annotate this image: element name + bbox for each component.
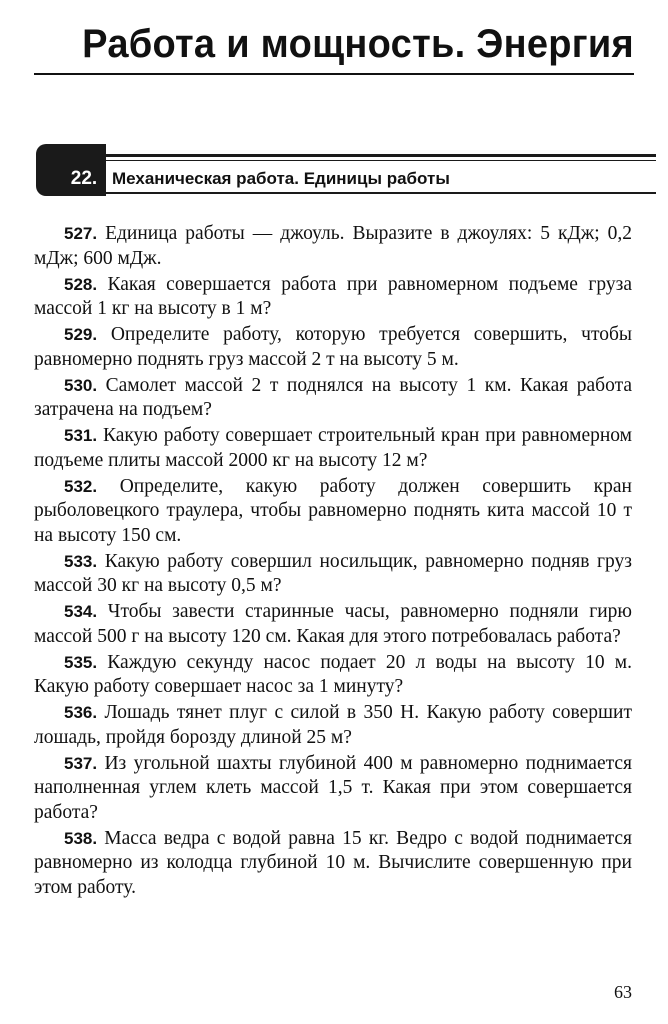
problem-527 [34, 222, 632, 271]
problem-text: Самолет массой 2 т поднялся на высоту 1 км. Какая работа затрачена на подъем? [34, 374, 632, 420]
problem-text: Определите, какую работу должен совершить кран рыболовецкого траулера, чтобы равномерно поднять кита массой 10 т на высоту 150 см. [34, 475, 632, 546]
problem-528 [34, 273, 632, 322]
problem-535 [34, 651, 632, 700]
problem-number: 528. [64, 274, 98, 294]
title-rule [34, 73, 634, 75]
section-rule-top [98, 154, 656, 157]
problem-text: Из угольной шахты глубиной 400 м равномерно поднимается наполненная углем клеть массой 1,5 т. Какая при этом совершается работа? [34, 752, 632, 823]
problem-532 [34, 475, 632, 549]
problem-text: Какая совершается работа при равномерном подъеме груза массой 1 кг на высоту в 1 м? [34, 273, 632, 319]
section-title: Механическая работа. Единицы работы [112, 169, 450, 188]
section-rule-bottom [102, 192, 656, 194]
problem-text: Чтобы завести старинные часы, равномерно подняли гирю массой 500 г на высоту 120 см. Какая для этого потребовалась работа? [34, 601, 632, 647]
problem-text: Какую работу совершил носильщик, равномерно подняв груз массой 30 кг на высоту 0,5 м? [34, 550, 632, 596]
problem-number: 534. [64, 602, 98, 621]
problem-text: Какую работу совершает строительный кран при равномерном подъеме плиты массой 2000 кг на высоту 12 м? [34, 425, 632, 471]
problem-text: Каждую секунду насос подает 20 л воды на высоту 10 м. Какую работу совершает насос за 1 минуту? [34, 651, 632, 697]
problem-number: 536. [64, 703, 98, 722]
problem-number: 533. [64, 551, 98, 571]
problem-text: Лошадь тянет плуг с силой в 350 Н. Какую работу совершит лошадь, пройдя борозду длиной 25 м? [34, 702, 632, 748]
problem-533 [34, 550, 632, 599]
problem-531 [34, 424, 632, 473]
page-title: Работа и мощность. Энергия [82, 22, 635, 66]
page-number: 63 [614, 982, 632, 1002]
problem-529 [34, 323, 632, 372]
section-header [36, 144, 656, 200]
problem-text: Масса ведра с водой равна 15 кг. Ведро с водой поднимается равномерно из колодца глубиной 10 м. Вычислите совершенную при этом работу. [34, 827, 632, 898]
problem-530 [34, 374, 632, 423]
problem-537 [34, 752, 632, 826]
problem-number: 530. [64, 375, 98, 395]
problem-number: 537. [64, 753, 98, 773]
problem-number: 538. [64, 828, 98, 848]
problem-536 [34, 701, 632, 750]
problem-534 [34, 600, 632, 649]
problem-number: 531. [64, 426, 98, 445]
section-rule-top-thin [98, 160, 656, 161]
problem-number: 535. [64, 652, 98, 672]
problem-text: Единица работы — джоуль. Выразите в джоулях: 5 кДж; 0,2 мДж; 600 мДж. [34, 223, 632, 269]
section-number: 22. [64, 166, 104, 192]
problem-number: 529. [64, 325, 98, 344]
problem-list [34, 222, 632, 902]
problem-538 [34, 827, 632, 901]
problem-number: 532. [64, 476, 98, 496]
problem-number: 527. [64, 224, 98, 243]
problem-text: Определите работу, которую требуется совершить, чтобы равномерно поднять груз массой 2 т на высоту 5 м. [34, 324, 632, 370]
